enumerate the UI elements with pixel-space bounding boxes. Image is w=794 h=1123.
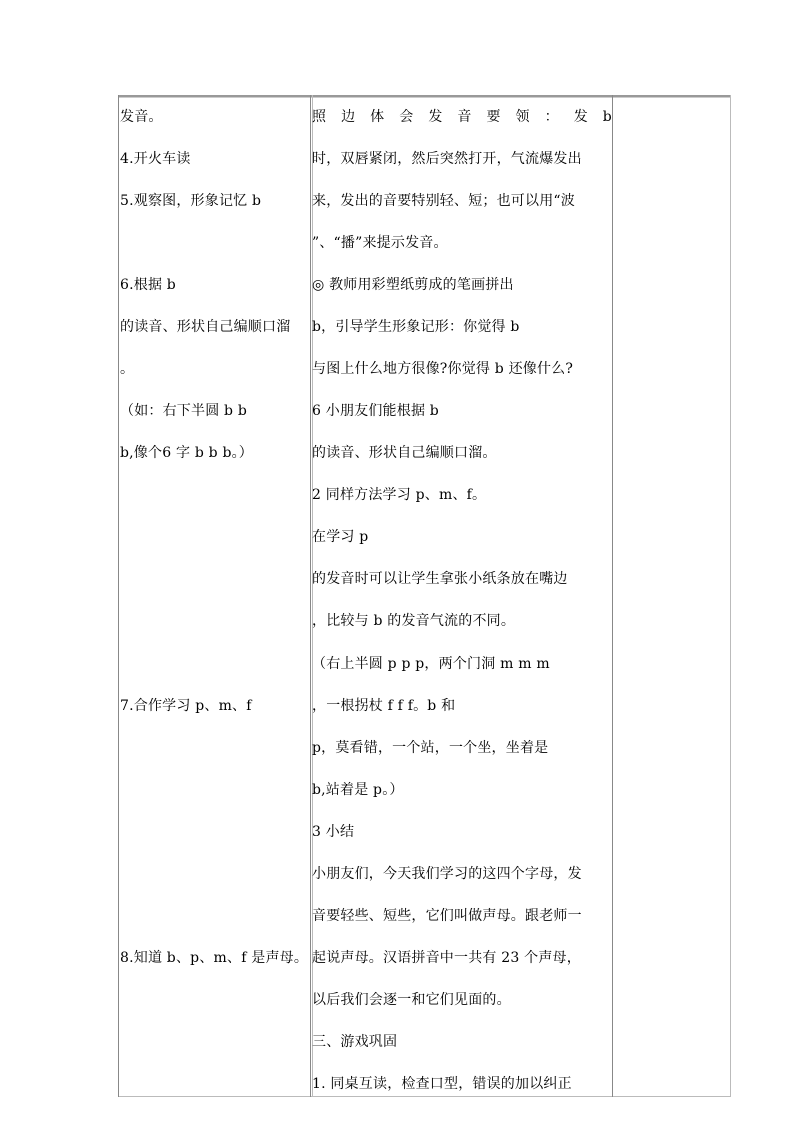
left-line: 4.开火车读 [120, 151, 191, 167]
middle-line: b,站着是 p。） [312, 782, 404, 798]
char: 会 [399, 109, 414, 125]
middle-line: 与图上什么地方很像?你觉得 b 还像什么? [312, 361, 574, 377]
middle-line: 时，双唇紧闭，然后突然打开，气流爆发出 [312, 151, 582, 167]
middle-line: 音要轻些、短些，它们叫做声母。跟老师一 [312, 908, 582, 924]
middle-line: 的发音时可以让学生拿张小纸条放在嘴边 [312, 571, 568, 587]
table-right-border [730, 95, 731, 1097]
char: 发 [573, 109, 588, 125]
middle-line: 来，发出的音要特别轻、短；也可以用“波 [312, 193, 575, 209]
char: 领 [515, 109, 530, 125]
char: 要 [486, 109, 501, 125]
middle-line: ，比较与 b 的发音气流的不同。 [312, 613, 516, 629]
middle-line: p，莫看错，一个站，一个坐，坐着是 [312, 740, 549, 756]
middle-line: 起说声母。汉语拼音中一共有 23 个声母， [312, 950, 581, 966]
middle-line: 1. 同桌互读，检查口型，错误的加以纠正 [312, 1076, 572, 1092]
middle-line: 以后我们会逐一和它们见面的。 [312, 992, 511, 1008]
char: b [602, 109, 612, 125]
left-line: 5.观察图，形象记忆 b [120, 193, 262, 209]
middle-line: 的读音、形状自己编顺口溜。 [312, 445, 497, 461]
middle-column [312, 95, 612, 1097]
left-line: 的读音、形状自己编顺口溜 [120, 319, 291, 335]
middle-line: ，一根拐杖 f f f。b 和 [312, 698, 456, 714]
middle-line: ◎ 教师用彩塑纸剪成的笔画拼出 [312, 277, 514, 293]
middle-line: ”、“播”来提示发音。 [312, 235, 448, 251]
middle-line: 小朋友们，今天我们学习的这四个字母，发 [312, 866, 582, 882]
middle-line: 在学习 p [312, 529, 369, 545]
left-column [118, 95, 310, 1097]
middle-line: 2 同样方法学习 p、m、f。 [312, 487, 487, 503]
char: 照 [312, 109, 327, 125]
left-line: 6.根据 b [120, 277, 176, 293]
char: ： [544, 109, 559, 125]
char: 发 [428, 109, 443, 125]
lesson-table [118, 95, 731, 1097]
middle-line: 三、游戏巩固 [312, 1034, 398, 1050]
char: 体 [370, 109, 385, 125]
middle-line: （右上半圆 p p p，两个门洞 m m m [312, 656, 550, 672]
left-line: 7.合作学习 p、m、f [120, 698, 252, 714]
char: 音 [457, 109, 472, 125]
left-line: 。 [120, 361, 135, 377]
middle-line: b，引导学生形象记形：你觉得 b [312, 319, 520, 335]
left-line: b,像个6 字 b b b。） [120, 445, 254, 461]
right-column [613, 95, 730, 1097]
middle-line: 3 小结 [312, 824, 355, 840]
middle-first-line [312, 109, 612, 125]
char: 边 [341, 109, 356, 125]
left-line: （如：右下半圆 b b [120, 403, 248, 419]
middle-line: 6 小朋友们能根据 b [312, 403, 439, 419]
left-line: 发音。 [120, 109, 163, 125]
left-line: 8.知道 b、p、m、f 是声母。 [120, 950, 309, 966]
column-divider-1 [310, 95, 311, 1097]
